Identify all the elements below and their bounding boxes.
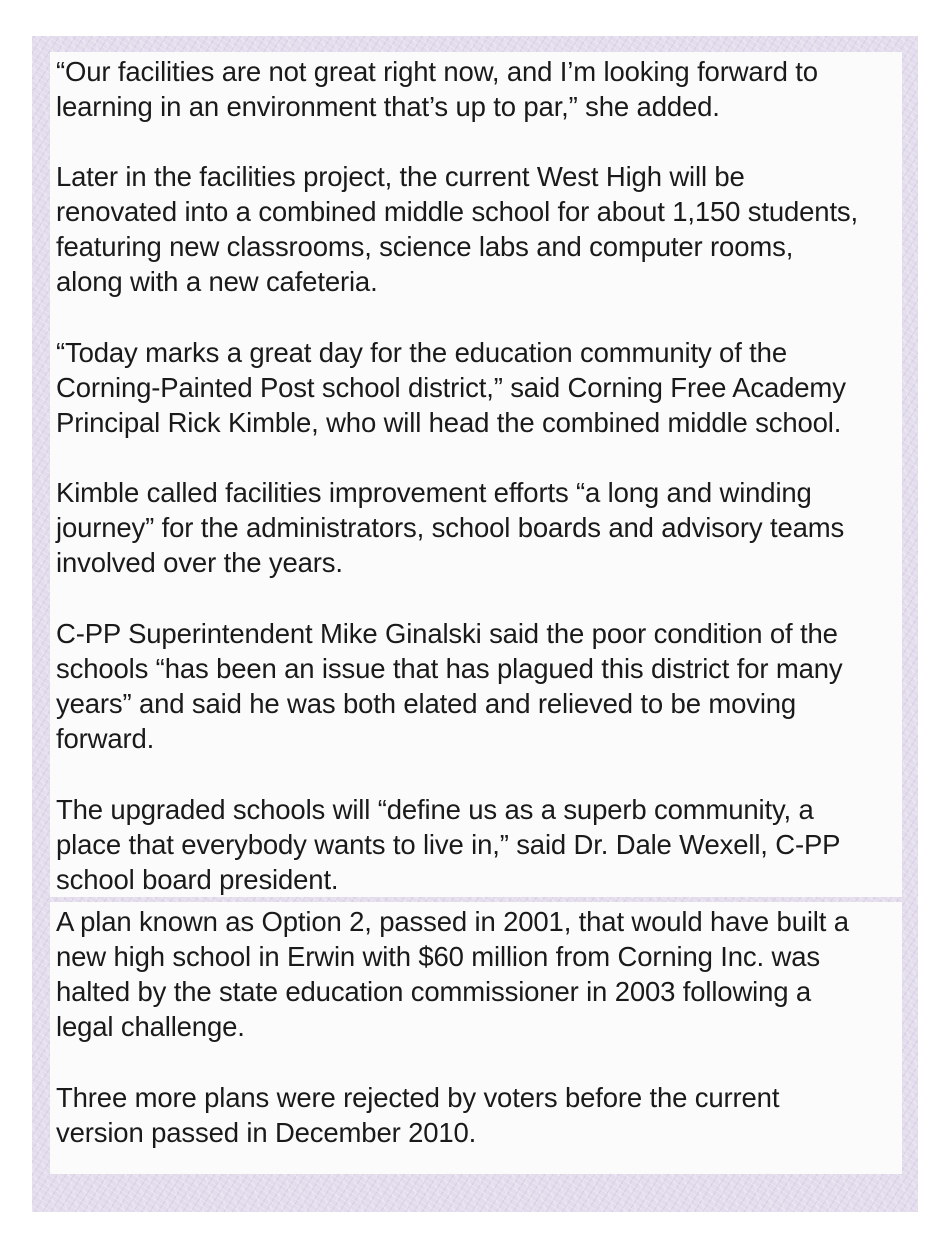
article-paragraph: “Today marks a great day for the education community of the Corning-Painted Post school district,” said Corning Free Academy Principal Rick Kimble, who will head the combined middle school. bbox=[56, 337, 846, 438]
article-paragraph: “Our facilities are not great right now, and I’m looking forward to learning in an environment that’s up to par,” she added. bbox=[56, 56, 818, 122]
article-paragraph: Three more plans were rejected by voters before the current version passed in December 2010. bbox=[56, 1082, 780, 1148]
article-paragraph: Kimble called facilities improvement efforts “a long and winding journey” for the administrators, school boards and advisory teams involved over the years. bbox=[56, 477, 845, 578]
article-paragraph: The upgraded schools will “define us as a superb community, a place that everybody wants to live in,” said Dr. Dale Wexell, C-PP school board president. bbox=[56, 794, 841, 895]
article-paragraph: C-PP Superintendent Mike Ginalski said the poor condition of the schools “has been an issue that has plagued this district for many years” and said he was both elated and relieved to be moving forward. bbox=[56, 618, 843, 754]
article-text-panel bbox=[50, 52, 902, 897]
article-paragraph: Later in the facilities project, the current West High will be renovated into a combined middle school for about 1,150 students, featuring new classrooms, science labs and computer rooms, along with a new cafeteria. bbox=[56, 161, 859, 297]
article-continuation-panel bbox=[50, 902, 902, 1174]
article-paragraph: A plan known as Option 2, passed in 2001, that would have built a new high school in Erwin with $60 million from Corning Inc. was halted by the state education commissioner in 2003 following a legal challenge. bbox=[56, 906, 849, 1042]
